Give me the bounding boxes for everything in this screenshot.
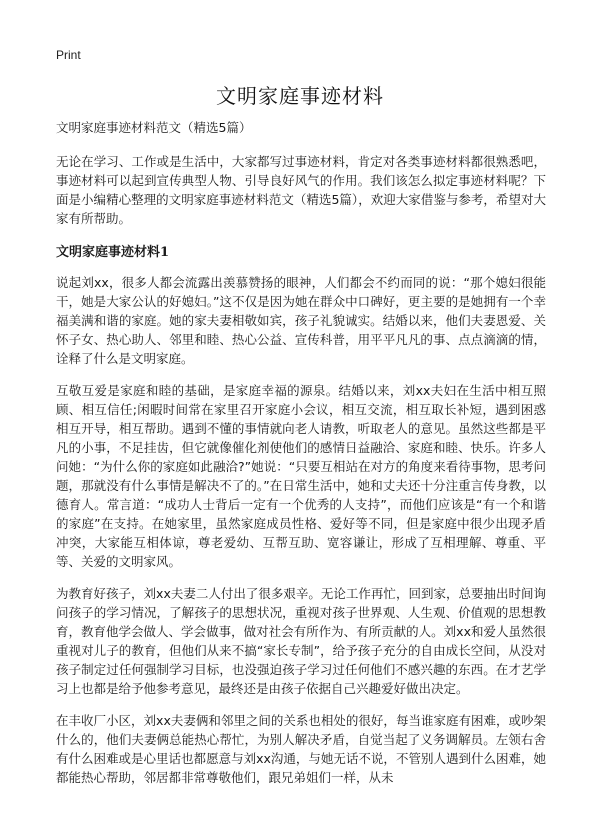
body-paragraph: 在丰收厂小区，刘xx夫妻俩和邻里之间的关系也相处的很好，每当谁家庭有困难，或吵架什么的，他们夫妻俩总能热心帮忙，为别人解决矛盾，自觉当起了义务调解员。左领右舍有什么困难或是心里话也都愿意与刘xx沟通，与她无话不说，不管别人遇到什么困难，她都能热心帮助，邻居都非常尊敬他们，跟兄弟姐们一样，从未 xyxy=(56,713,546,785)
body-paragraph: 说起刘xx，很多人都会流露出羡慕赞扬的眼神，人们都会不约而同的说：“那个媳妇很能干，她是大家公认的好媳妇。”这不仅是因为她在群众中口碑好，更主要的是她拥有一个幸福美满和谐的家庭。她的家夫妻相敬如宾，孩子礼貌诚实。结婚以来，他们夫妻恩爱、关怀子女、热心助人、邻里和睦、热心公益、宣传科普，用平平凡凡的事、点点滴滴的情，诠释了什么是文明家庭。 xyxy=(56,275,546,366)
document-body xyxy=(56,118,546,800)
intro-paragraph: 无论在学习、工作或是生活中，大家都写过事迹材料，肯定对各类事迹材料都很熟悉吧，事迹材料可以起到宣传典型人物、引导良好风气的作用。我们该怎么拟定事迹材料呢？下面是小编精心整理的文明家庭事迹材料范文（精选5篇），欢迎大家借鉴与参考，希望对大家有所帮助。 xyxy=(56,154,546,226)
document-subtitle: 文明家庭事迹材料范文（精选5篇） xyxy=(56,120,252,135)
document-title: 文明家庭事迹材料 xyxy=(216,84,384,108)
print-link[interactable]: Print xyxy=(56,48,81,62)
section-heading: 文明家庭事迹材料1 xyxy=(56,245,170,260)
body-paragraph: 互敬互爱是家庭和睦的基础，是家庭幸福的源泉。结婚以来，刘xx夫妇在生活中相互照顾、相互信任;闲暇时间常在家里召开家庭小会议，相互交流，相互取长补短，遇到困惑相互开导，相互帮助。遇到不懂的事情就向老人请教，听取老人的意见。虽然这些都是平凡的小事，不足挂齿，但它就像催化剂使他们的感情日益融洽、家庭和睦、快乐。许多人问她：“为什么你的家庭如此融洽?”她说：“只要互相站在对方的角度来看待事物，思考问题，那就没有什么事情是解决不了的。”在日常生活中，她和丈夫还十分注重言传身教，以德育人。常言道：“成功人士背后一定有一个优秀的人支持”，而他们应该是“有一个和谐的家庭”在支持。在她家里，虽然家庭成员性格、爱好等不同，但是家庭中很少出现矛盾冲突，大家能互相体谅，尊老爱幼、互帮互助、宽容谦让，形成了互相理解、尊重、平等、关爱的文明家风。 xyxy=(56,383,546,569)
body-paragraph: 为教育好孩子，刘xx夫妻二人付出了很多艰辛。无论工作再忙，回到家，总要抽出时间询问孩子的学习情况，了解孩子的思想状况，重视对孩子世界观、人生观、价值观的思想教育，教育他学会做人、学会做事，做对社会有所作为、有所贡献的人。刘xx和爱人虽然很重视对儿子的教育，但他们从来不搞“家长专制”，给予孩子充分的自由成长空间，从没对孩子制定过任何强制学习目标，也没强迫孩子学习过任何他们不感兴趣的东西。在才艺学习上也都是给予他参考意见，最终还是由孩子依据自己兴趣爱好做出决定。 xyxy=(56,586,546,696)
